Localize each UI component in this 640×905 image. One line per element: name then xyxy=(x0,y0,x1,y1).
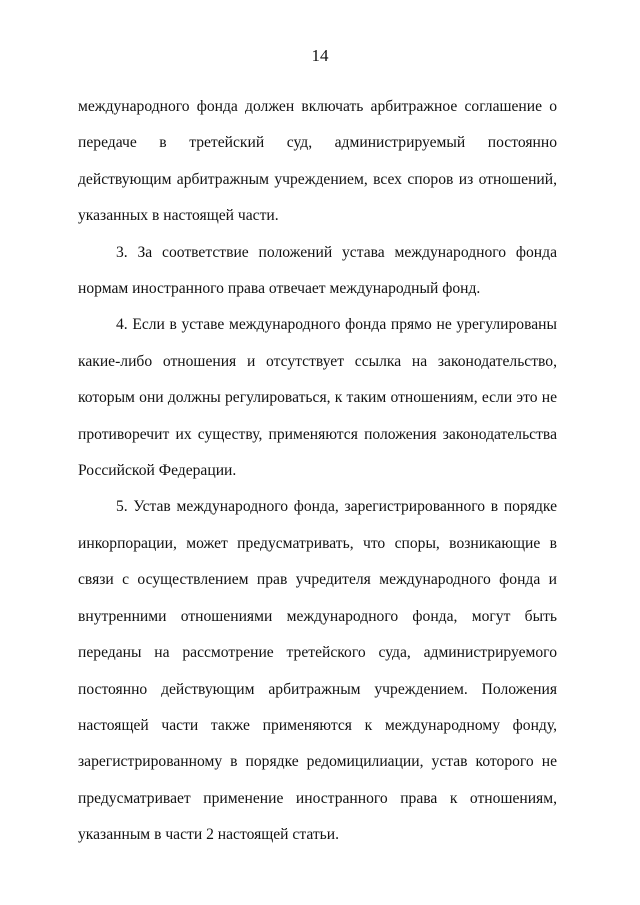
page-number: 14 xyxy=(311,46,329,65)
document-body xyxy=(78,89,557,854)
paragraph-clause-3: 3. За соответствие положений устава международного фонда нормам иностранного права отвечает международный фонд. xyxy=(78,243,557,298)
paragraph-clause-5: 5. Устав международного фонда, зарегистрированного в порядке инкорпорации, может предусматривать, что споры, возникающие в связи с осуществлением прав учредителя международного фонда и внутренними отношениями международного фонда, могут быть переданы на рассмотрение третейского суда, администрируемого постоянно действующим арбитражным учреждением. Положения настоящей части также применяются к международному фонду, зарегистрированному в порядке редомицилиации, устав которого не предусматривает применение иностранного права к отношениям, указанным в части 2 настоящей статьи. xyxy=(78,498,557,844)
paragraph-clause-4: 4. Если в уставе международного фонда прямо не урегулированы какие-либо отношения и отсутствует ссылка на законодательство, которым они должны регулироваться, к таким отношениям, если это не противоречит их существу, применяются положения законодательства Российской Федерации. xyxy=(78,316,557,480)
paragraph-continuation: международного фонда должен включать арбитражное соглашение о передаче в третейский суд, администрируемый постоянно действующим арбитражным учреждением, всех споров из отношений, указанных в настоящей части. xyxy=(78,98,557,225)
